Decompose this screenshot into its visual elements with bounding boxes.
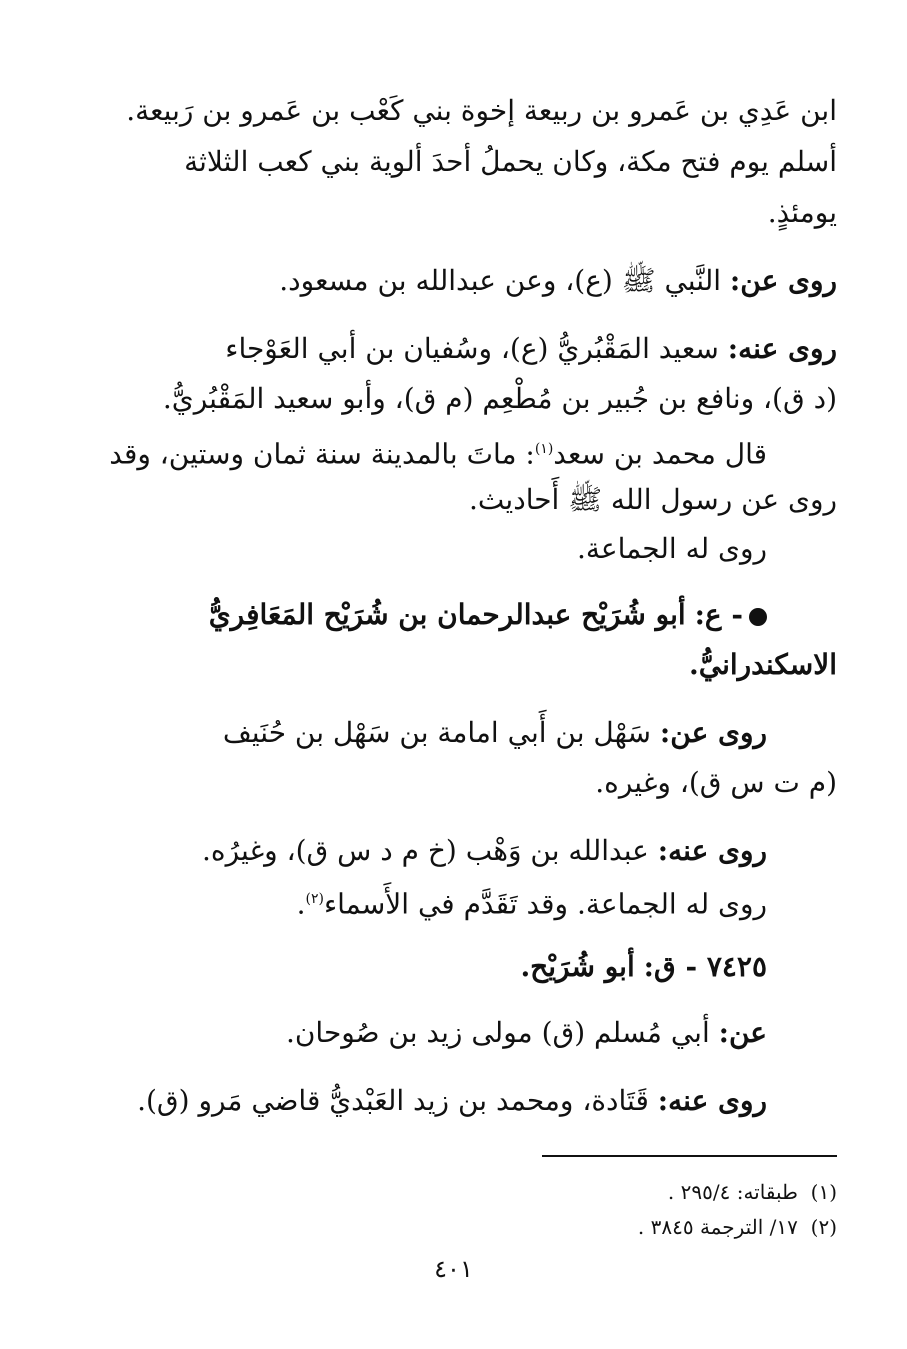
text-line: روى له الجماعة. xyxy=(576,532,767,565)
entry-label: ٧٤٢٥ - ق: xyxy=(643,950,767,983)
text-line: (د ق)، ونافع بن جُبير بن مُطْعِم (م ق)، وأبو سعيد المَقْبُريُّ. xyxy=(162,382,837,415)
narrated-from-line: روى عن: النَّبي ﷺ (ع)، وعن عبدالله بن مسعود. xyxy=(279,264,837,297)
section-label: روى عنه: xyxy=(727,332,837,365)
footnote-number: (٢) xyxy=(810,1215,837,1239)
text-line: قال محمد بن سعد$^{(١)}$: ماتَ بالمدينة سنة ثمان وستين، وقد xyxy=(109,437,767,471)
footnote-ref: (٢) xyxy=(305,891,324,907)
narrators-line: روى عنه: سعيد المَقْبُريُّ (ع)، وسُفيان بن أبي العَوْجاء xyxy=(225,332,837,365)
entry-heading: ٧٤٢٥ - ق: أبو شُرَيْح. xyxy=(520,950,767,983)
narrated-from-line: عن: أبي مُسلم (ق) مولى زيد بن صُوحان. xyxy=(285,1016,767,1049)
entry-label: - ع: xyxy=(694,598,743,631)
footnote-number: (١) xyxy=(810,1180,837,1204)
narrators-line: روى عنه: قَتَادة، ومحمد بن زيد العَبْديُّ قاضي مَرو (ق). xyxy=(137,1084,767,1117)
text-line: يومئذٍ. xyxy=(767,196,837,229)
text-line: أسلم يوم فتح مكة، وكان يحملُ أحدَ ألوية بني كعب الثلاثة xyxy=(184,145,837,178)
text-line: روى عن رسول الله ﷺ أَحاديث. xyxy=(469,483,837,516)
narrators-line: روى عنه: عبدالله بن وَهْب (خ م د س ق)، وغيرُه. xyxy=(202,834,767,867)
text-line: الاسكندرانيُّ. xyxy=(689,648,837,681)
text-line: روى له الجماعة. وقد تَقَدَّم في الأَسماء$^{(٢)}$. xyxy=(296,887,767,921)
text-line: ابن عَدِي بن عَمرو بن ربيعة إخوة بني كَعْب بن عَمرو بن رَبيعة. xyxy=(126,94,837,127)
entry-heading: - ع: أبو شُرَيْح عبدالرحمان بن شُرَيْح المَعَافِريُّ xyxy=(70,596,767,634)
footnote: (٢) ١٧/ الترجمة ٣٨٤٥ . xyxy=(637,1215,837,1239)
section-label: روى عنه: xyxy=(657,834,767,867)
section-label: روى عن: xyxy=(659,716,767,749)
page-number: ٤٠١ xyxy=(434,1255,473,1283)
footnote-divider xyxy=(542,1155,837,1157)
section-label: عن: xyxy=(718,1016,767,1049)
section-label: روى عنه: xyxy=(657,1084,767,1117)
narrated-from-line: روى عن: سَهْل بن أَبي امامة بن سَهْل بن حُنَيف xyxy=(222,716,767,749)
footnote-ref: (١) xyxy=(534,441,554,457)
bullet-icon xyxy=(749,608,767,626)
section-label: روى عن: xyxy=(729,264,837,297)
footnote: (١) طبقاته: ٢٩٥/٤ . xyxy=(667,1180,837,1204)
text-line: (م ت س ق)، وغيره. xyxy=(595,766,837,799)
